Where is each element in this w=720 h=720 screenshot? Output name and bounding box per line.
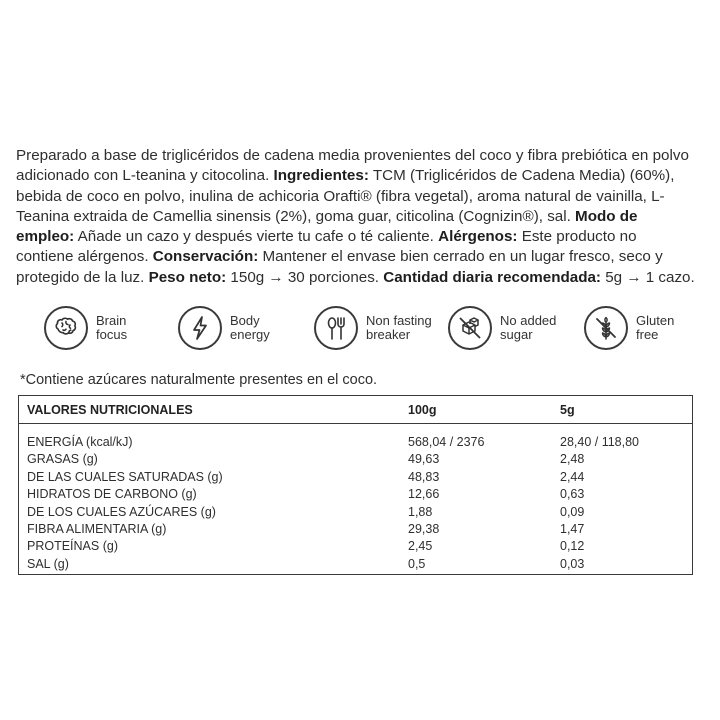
value-5g: 0,09: [560, 504, 585, 519]
nutrient-name: SAL (g): [27, 556, 69, 571]
nutrient-name: DE LAS CUALES SATURADAS (g): [27, 469, 223, 484]
benefit-label: [230, 314, 306, 342]
usage-text: Añade un cazo y después vierte tu cafe o té caliente.: [74, 228, 439, 246]
benefit-label-line1: Gluten: [636, 313, 675, 328]
value-5g: 2,44: [560, 469, 585, 484]
usage-label: Modo de empleo:: [16, 207, 638, 246]
benefit-label: [500, 314, 576, 342]
value-5g: 1,47: [560, 521, 585, 536]
table-header: [19, 396, 692, 424]
value-5g: 0,12: [560, 539, 585, 554]
value-100g: 568,04 / 2376: [408, 435, 485, 449]
value-100g: 48,83: [408, 469, 440, 484]
benefit-label-line2: free: [636, 327, 659, 342]
table-row: [19, 452, 692, 469]
ingredients-text: TCM (Triglicéridos de Cadena Media) (60%), bebida de coco en polvo, inulina de achicoria Orafti® (fibra vegetal), aroma natural de vainilla, L-Teanina extraida de Camellia sinensis (2%), goma guar, citicolina (Cognizin®), sal.: [16, 167, 675, 225]
header-per-5g: 5g: [560, 403, 575, 417]
allergens-label: Alérgenos:: [438, 228, 518, 246]
benefit-body-energy: [178, 306, 306, 350]
benefit-label-line2: energy: [230, 327, 270, 342]
table-row: [19, 470, 692, 487]
nutrient-name: HIDRATOS DE CARBONO (g): [27, 487, 197, 502]
brain-icon: [44, 306, 88, 350]
value-5g: 0,03: [560, 556, 585, 571]
benefit-brain-focus: [44, 306, 172, 350]
product-description: [16, 146, 696, 288]
benefit-label-line1: Body: [230, 313, 260, 328]
ingredients-label: Ingredientes:: [273, 167, 369, 185]
no-gluten-icon: [584, 306, 628, 350]
description-intro: Preparado a base de triglicéridos de cadena media provenientes del coco y fibra prebiótica en polvo adicionado con L-teanina y citocolina.: [16, 147, 689, 185]
value-100g: 12,66: [408, 487, 440, 502]
value-100g: 1,88: [408, 504, 433, 519]
benefit-icons: [44, 306, 694, 352]
daily-dose-text: 5g → 1 cazo.: [601, 268, 695, 286]
daily-dose-label: Cantidad diaria recomendada:: [383, 268, 601, 286]
value-5g: 0,63: [560, 487, 585, 502]
table-row: [19, 522, 692, 539]
benefit-label: [636, 314, 712, 342]
nutrition-table: [18, 395, 693, 575]
table-row: [19, 505, 692, 522]
benefit-no-added-sugar: [448, 306, 576, 350]
benefit-label-line1: No added: [500, 313, 557, 328]
benefit-label: [366, 314, 442, 342]
value-100g: 0,5: [408, 556, 426, 571]
storage-label: Conservación:: [152, 248, 259, 266]
table-row: [19, 539, 692, 556]
lightning-icon: [178, 306, 222, 350]
nutrient-name: PROTEÍNAS (g): [27, 539, 118, 554]
net-weight-text: 150g → 30 porciones.: [226, 268, 384, 286]
table-row: [19, 487, 692, 504]
nutrient-name: FIBRA ALIMENTARIA (g): [27, 521, 167, 536]
value-100g: 29,38: [408, 521, 440, 536]
value-100g: 49,63: [408, 452, 440, 467]
benefit-gluten-free: [584, 306, 712, 350]
table-row: [19, 557, 692, 574]
benefit-label-line2: sugar: [500, 327, 533, 342]
value-5g: 28,40 / 118,80: [560, 435, 640, 449]
benefit-label-line1: Non fasting: [366, 313, 432, 328]
table-body: [19, 435, 692, 574]
header-per-100g: 100g: [408, 403, 437, 417]
net-weight-label: Peso neto:: [148, 268, 227, 286]
header-nutrition-values: VALORES NUTRICIONALES: [27, 403, 193, 417]
table-row: [19, 435, 692, 452]
value-5g: 2,48: [560, 452, 585, 467]
benefit-label-line2: breaker: [366, 327, 411, 342]
nutrient-name: GRASAS (g): [27, 452, 98, 467]
allergens-text: Este producto no contiene alérgenos.: [16, 228, 637, 266]
nutrient-name: DE LOS CUALES AZÚCARES (g): [27, 504, 216, 519]
utensils-icon: [314, 306, 358, 350]
nutrient-name: ENERGÍA (kcal/kJ): [27, 435, 133, 449]
benefit-non-fasting-breaker: [314, 306, 442, 350]
sugar-footnote: *Contiene azúcares naturalmente presentes en el coco.: [20, 372, 378, 388]
benefit-label-line2: focus: [96, 327, 128, 342]
benefit-label: [96, 314, 172, 342]
value-100g: 2,45: [408, 539, 433, 554]
benefit-label-line1: Brain: [96, 313, 127, 328]
storage-text: Mantener el envase bien cerrado en un lugar fresco, seco y protegido de la luz.: [16, 248, 663, 286]
no-sugar-icon: [448, 306, 492, 350]
